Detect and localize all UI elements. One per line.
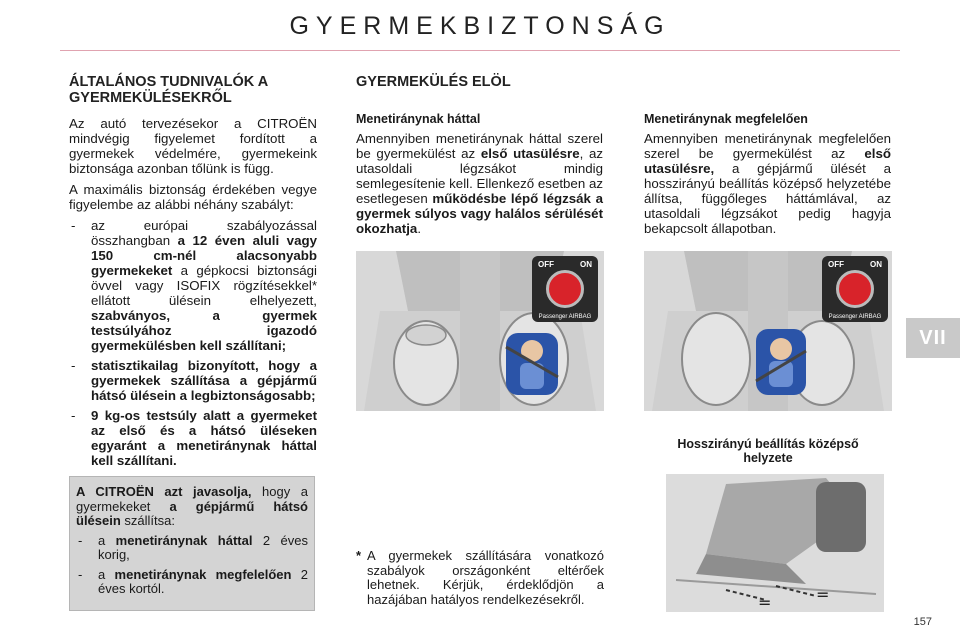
recommendation-box (69, 476, 315, 611)
airbag-switch-knob-2 (836, 270, 874, 308)
rear-facing-title: Menetiránynak háttal (356, 112, 481, 126)
list-item: - statisztikailag bizonyított, hogy a gyermekek szállítása a gépjármű hátsó ülésein a legbiztonságosabb; (69, 358, 317, 403)
airbag-switch-panel-2: OFF ON Passenger AIRBAG (822, 256, 888, 322)
list-item: - a menetiránynak megfelelően 2 éves kortól. (76, 568, 308, 597)
general-heading: ÁLTALÁNOS TUDNIVALÓK A GYERMEKÜLÉSEKRŐL (69, 74, 269, 106)
rules-list (69, 218, 317, 468)
forward-facing-section (644, 112, 891, 242)
rear-facing-text: Amennyiben menetiránynak háttal szerel be gyermekülést az első utasülésre, az utasoldali légzsákot mindig semlegesítenie kell. Ellenkező esetben az esetlegesen működésbe lépő légzsák a gyermek súlyos vagy halálos sérülését okozhatja. (356, 131, 604, 236)
front-seat-heading: GYERMEKÜLÉS ELÖL (356, 74, 511, 90)
forward-facing-title: Menetiránynak megfelelően (644, 112, 808, 126)
airbag-switch-panel: OFF ON Passenger AIRBAG (532, 256, 598, 322)
airbag-switch-knob (546, 270, 584, 308)
seat-adjust-illustration (666, 474, 884, 612)
forward-facing-text: Amennyiben menetiránynak megfelelően szerel be gyermekülést az első utasülésre, a gépjármű ülését a hosszirányú beállítás középső helyzetébe állítsa, függőleges háttámlával, az utasoldali légzsákot pedig hagyja bekapcsolt állapotban. (644, 131, 891, 236)
svg-text:=: = (816, 585, 830, 604)
list-item: - 9 kg-os testsúly alatt a gyermeket az első és a hátsó üléseken egyaránt a menetiránynak háttal kell szállítani. (69, 408, 317, 468)
list-item: - a menetiránynak háttal 2 éves korig, (76, 534, 308, 563)
recommendation-text: A CITROËN azt javasolja, hogy a gyermekeket a gépjármű hátsó ülésein szállítsa: (76, 484, 308, 528)
page-number: 157 (913, 616, 932, 628)
footnote: * A gyermekek szállítására vonatkozó szabályok országonként eltérőek lehetnek. Kérjük, érdeklődjön a hazájában hatályos rendelkezésekről. (356, 548, 604, 607)
page-title: GYERMEKBIZTONSÁG (289, 12, 671, 40)
title-rule (60, 50, 900, 51)
chapter-tab[interactable]: VII (906, 318, 960, 358)
general-para2: A maximális biztonság érdekében vegye figyelembe az alábbi néhány szabályt: (69, 182, 317, 212)
list-item: - az európai szabályozással összhangban a 12 éven aluli vagy 150 cm-nél alacsonyabb gyermekeket a gépkocsi biztonsági övvel vagy ISOFIX rögzítésekkel* ellátott ülésein elhelyezett, szabványos, a gyermek testsúlyához igazodó gyermekülésben kell szállítani; (69, 218, 317, 353)
recommendation-list (76, 534, 308, 597)
seat-adjust-caption: Hosszirányú beállítás középső helyzete (677, 437, 859, 465)
general-section (69, 74, 317, 473)
svg-text:=: = (758, 593, 772, 612)
general-para1: Az autó tervezésekor a CITROËN mindvégig figyelemet fordított a gyermekek védelmére, gyermekeink biztonsága azonban tőlünk is függ. (69, 116, 317, 176)
rear-facing-section (356, 112, 603, 242)
